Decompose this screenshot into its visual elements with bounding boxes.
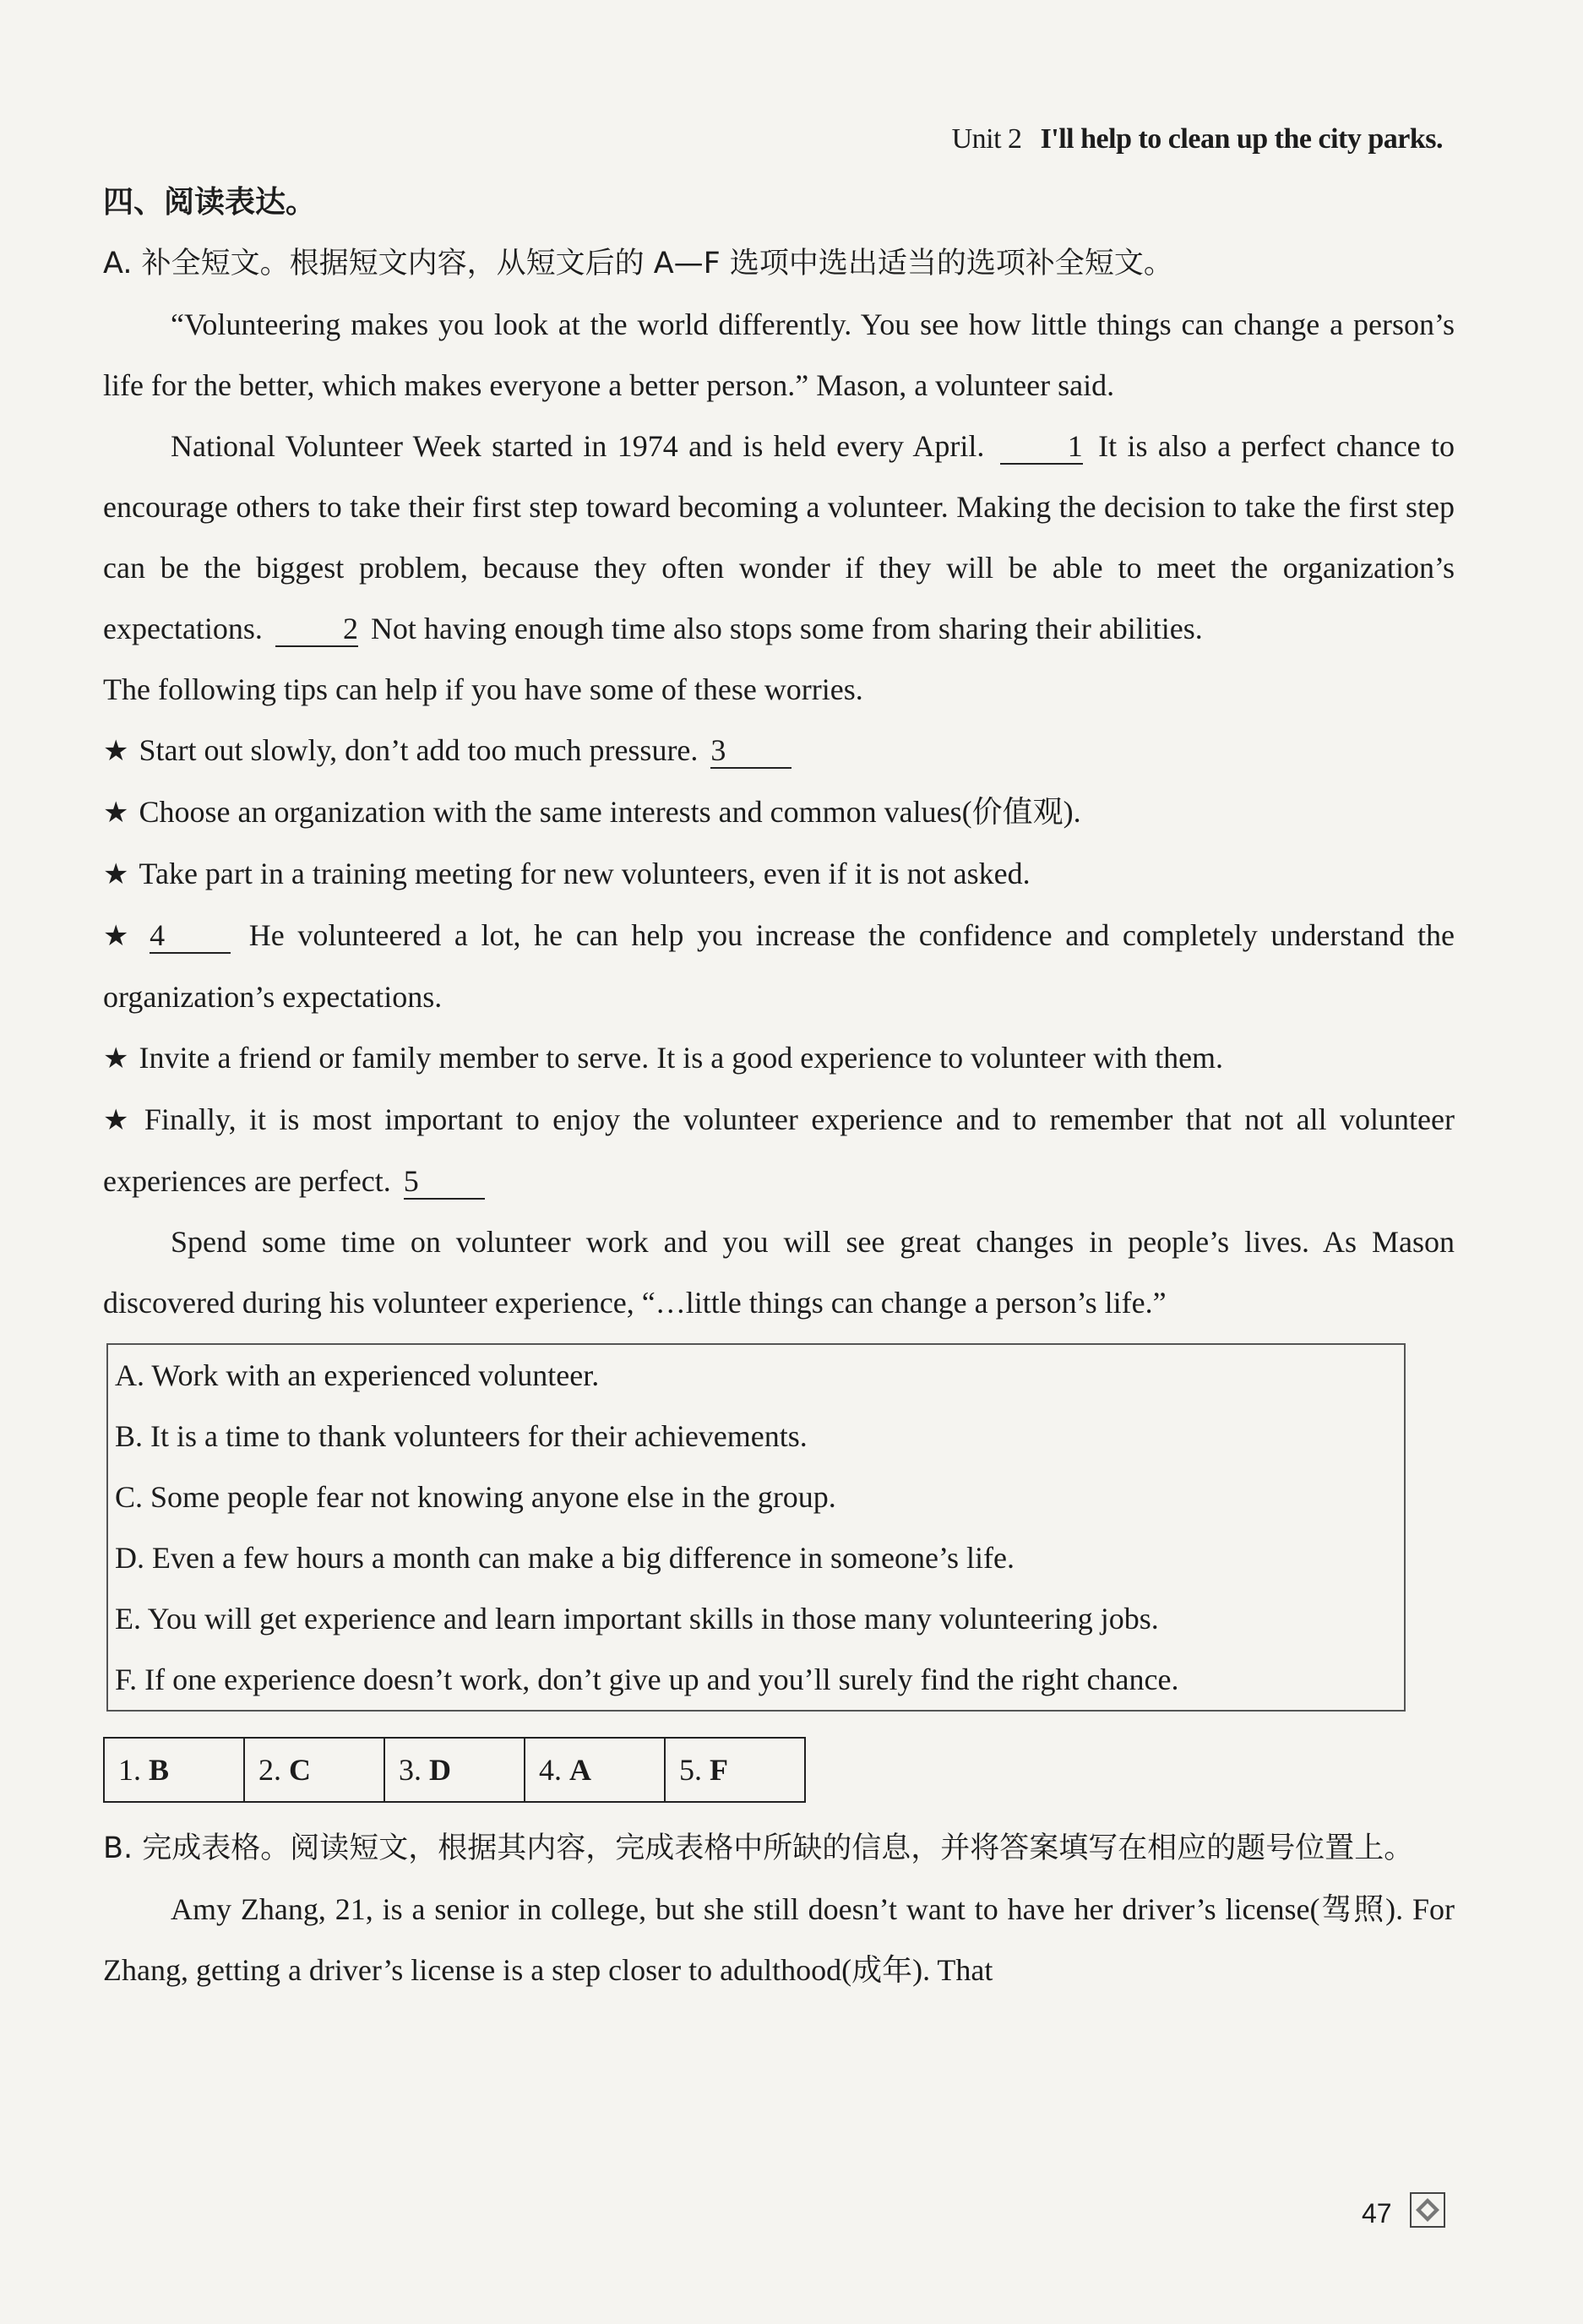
answer-number: 2. (258, 1753, 281, 1787)
blank-1[interactable]: 1 (1000, 429, 1083, 465)
passage-paragraph-3: The following tips can help if you have some of these worries. (103, 672, 863, 706)
star-icon: ★ (103, 1042, 129, 1075)
option-e: E. You will get experience and learn important skills in those many volunteering jobs. (115, 1602, 1159, 1636)
answer-cell-2[interactable] (244, 1738, 384, 1802)
star-icon: ★ (103, 1103, 134, 1137)
answer-table (103, 1737, 806, 1803)
unit-label: Unit 2 (951, 123, 1022, 155)
part-b-instruction: B. 完成表格。阅读短文，根据其内容，完成表格中所缺的信息，并将答案填写在相应的题号位置上。 (103, 1831, 1414, 1865)
answer-number: 1. (118, 1753, 141, 1787)
answer-row (104, 1738, 805, 1802)
star-icon: ★ (103, 919, 135, 953)
running-header (952, 123, 1443, 155)
diamond-logo-icon (1409, 2191, 1446, 2229)
option-d: D. Even a few hours a month can make a big difference in someone’s life. (115, 1541, 1015, 1575)
paragraph-2-text-b: It is also a perfect chance to encourage others to take their first step toward becoming a volunteer. Making the decision to take the first step can be the biggest problem, because they often wonder if they will be able to meet the organization’s expectations. (103, 429, 1455, 645)
option-f: F. If one experience doesn’t work, don’t give up and you’ll surely find the right chance. (115, 1663, 1179, 1696)
star-icon: ★ (103, 734, 129, 768)
paragraph-2-text-c: Not having enough time also stops some from sharing their abilities. (370, 612, 1203, 645)
star-icon: ★ (103, 796, 129, 830)
answer-cell-3[interactable] (384, 1738, 525, 1802)
tip-3-text: Take part in a training meeting for new volunteers, even if it is not asked. (139, 857, 1031, 890)
blank-2[interactable]: 2 (275, 612, 358, 647)
page-number: 47 (1362, 2198, 1392, 2229)
paragraph-2-text-a: National Volunteer Week started in 1974 and is held every April. (171, 429, 985, 463)
blank-3[interactable]: 3 (710, 733, 792, 769)
tip-4 (103, 905, 1455, 1027)
answer-cell-4[interactable] (525, 1738, 665, 1802)
tip-1 (103, 720, 1455, 781)
passage-paragraph-2 (103, 416, 1455, 659)
option-c: C. Some people fear not knowing anyone else in the group. (115, 1480, 836, 1514)
star-icon: ★ (103, 857, 129, 891)
tip-6-text: Finally, it is most important to enjoy the volunteer experience and to remember that not all volunteer experiences are perfect. (103, 1102, 1455, 1198)
answer-number: 4. (539, 1753, 562, 1787)
part-a-instruction: A. 补全短文。根据短文内容，从短文后的 A—F 选项中选出适当的选项补全短文。 (103, 247, 1173, 280)
tip-3 (103, 843, 1455, 905)
tip-6 (103, 1089, 1455, 1211)
tip-5-text: Invite a friend or family member to serve. It is a good experience to volunteer with them. (139, 1041, 1224, 1075)
passage-paragraph-1: “Volunteering makes you look at the world differently. You see how little things can change a person’s life for the better, which makes everyone a better person.” Mason, a volunteer said. (103, 308, 1455, 402)
tip-4-text: He volunteered a lot, he can help you increase the confidence and completely understand the organization’s expectations. (103, 918, 1455, 1014)
answer-number: 3. (399, 1753, 422, 1787)
options-box (106, 1343, 1406, 1712)
part-b-paragraph-1: Amy Zhang, 21, is a senior in college, but she still doesn’t want to have her driver’s license(驾照). For Zhang, getting a driver’s license is a step closer to adulthood(成年). That (103, 1892, 1455, 1987)
passage-paragraph-4: Spend some time on volunteer work and you will see great changes in people’s lives. As Mason discovered during his volunteer experience, “…little things can change a person’s life.” (103, 1225, 1455, 1320)
answer-cell-5[interactable] (665, 1738, 805, 1802)
tip-2-text: Choose an organization with the same interests and common values(价值观). (139, 795, 1081, 829)
option-b: B. It is a time to thank volunteers for their achievements. (115, 1419, 808, 1453)
tip-5 (103, 1027, 1455, 1089)
option-a: A. Work with an experienced volunteer. (115, 1358, 600, 1392)
answer-letter: C (289, 1753, 311, 1787)
blank-5[interactable]: 5 (404, 1164, 485, 1200)
unit-title: I'll help to clean up the city parks. (1040, 123, 1443, 155)
tip-2 (103, 781, 1455, 843)
answer-letter: D (429, 1753, 451, 1787)
answer-cell-1[interactable] (104, 1738, 244, 1802)
section-title: 四、阅读表达。 (103, 185, 317, 220)
tip-1-text: Start out slowly, don’t add too much pressure. (139, 733, 699, 767)
answer-letter: B (149, 1753, 170, 1787)
answer-letter: F (710, 1753, 728, 1787)
page-content (103, 172, 1455, 2000)
answer-letter: A (569, 1753, 591, 1787)
answer-number: 5. (679, 1753, 702, 1787)
blank-4[interactable]: 4 (150, 918, 231, 954)
